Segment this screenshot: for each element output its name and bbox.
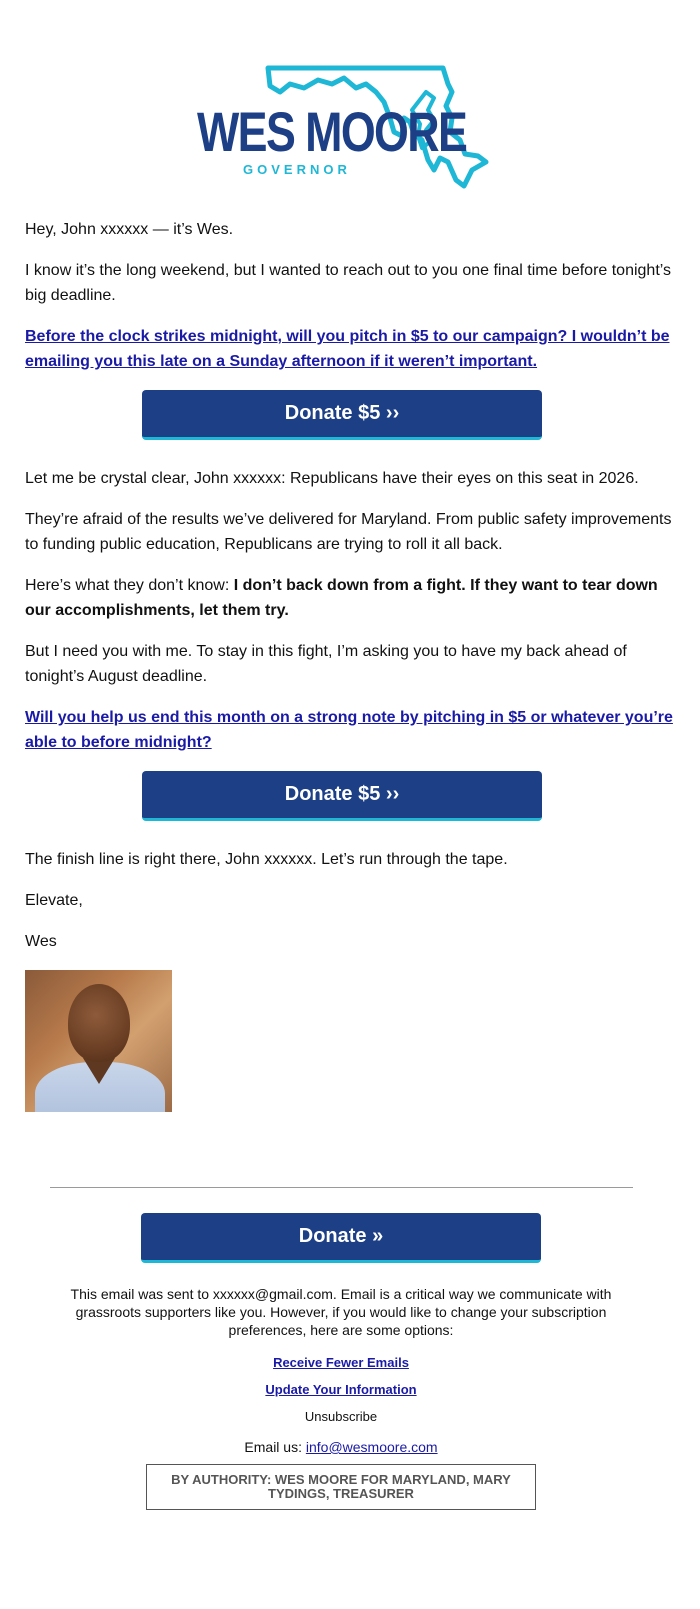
donate-link-1[interactable]: Before the clock strikes midnight, will you pitch in $5 to our campaign? I wouldn’t be emailing you this late on a Sunday afternoon if it weren’t important. xyxy=(25,328,670,370)
wes-moore-logo xyxy=(190,62,500,194)
wes-moore-photo xyxy=(25,970,172,1112)
footer-notice: This email was sent to xxxxxx@gmail.com. Email is a critical way we communicate with grassroots supporters like you. However, if you would like to change your subscription preferences, here are some options: xyxy=(70,1286,612,1338)
email-us-label: Email us: xyxy=(244,1439,306,1455)
paragraph-fight xyxy=(25,573,675,623)
paragraph-link-1 xyxy=(25,324,675,374)
paragraph-republicans: Let me be crystal clear, John xxxxxx: Republicans have their eyes on this seat in 2026. xyxy=(25,470,639,487)
receive-fewer-emails-link[interactable]: Receive Fewer Emails xyxy=(273,1355,409,1370)
unsubscribe-link[interactable]: Unsubscribe xyxy=(304,1409,378,1424)
paragraph-results: They’re afraid of the results we’ve delivered for Maryland. From public safety improvements to funding public education, Republicans are trying to roll it all back. xyxy=(25,511,672,553)
paragraph-deadline: I know it’s the long weekend, but I wanted to reach out to you one final time before tonight’s big deadline. xyxy=(25,262,672,304)
signature: Wes xyxy=(25,933,57,950)
email-body xyxy=(25,217,675,1112)
fight-emphasis: I don’t back down from a fight. If they want to tear down our accomplishments, let them try. xyxy=(25,577,658,619)
footer xyxy=(70,1285,612,1456)
paid-for-by-box: BY AUTHORITY: WES MOORE FOR MARYLAND, MARY TYDINGS, TREASURER xyxy=(146,1464,536,1510)
update-information-link[interactable]: Update Your Information xyxy=(265,1382,417,1397)
signoff: Elevate, xyxy=(25,892,83,909)
email-us-link[interactable]: info@wesmoore.com xyxy=(305,1439,438,1455)
donate-link-2[interactable]: Will you help us end this month on a strong note by pitching in $5 or whatever you’re able to before midnight? xyxy=(25,709,673,751)
logo-title: WES MOORE xyxy=(197,100,467,163)
donate-footer-button[interactable]: Donate » xyxy=(141,1213,541,1263)
paragraph-link-2 xyxy=(25,705,675,755)
donate-5-button-1[interactable]: Donate $5 ›› xyxy=(142,390,542,440)
fight-intro: Here’s what they don’t know: xyxy=(25,577,234,594)
footer-divider xyxy=(50,1187,633,1188)
logo-subtitle: GOVERNOR xyxy=(243,162,351,177)
paragraph-finish-line: The finish line is right there, John xxxxxx. Let’s run through the tape. xyxy=(25,851,508,868)
greeting: Hey, John xxxxxx — it’s Wes. xyxy=(25,221,234,238)
paragraph-need-you: But I need you with me. To stay in this fight, I’m asking you to have my back ahead of tonight’s August deadline. xyxy=(25,643,627,685)
email-us-line xyxy=(70,1438,612,1456)
donate-5-button-2[interactable]: Donate $5 ›› xyxy=(142,771,542,821)
